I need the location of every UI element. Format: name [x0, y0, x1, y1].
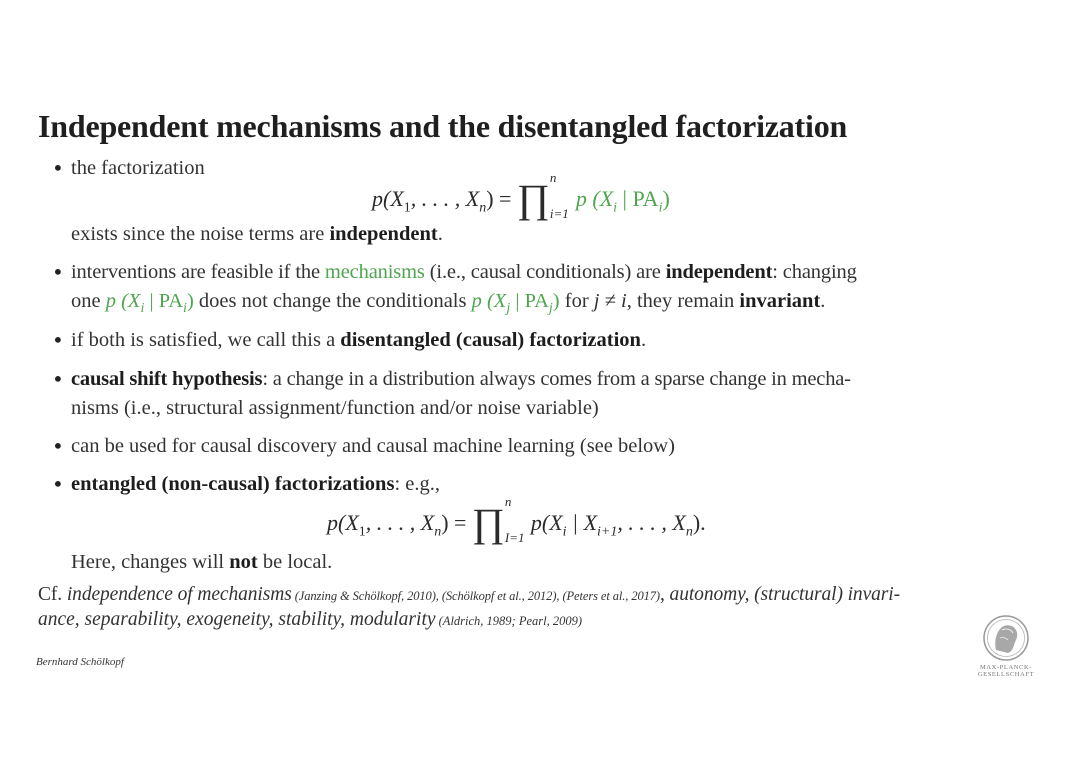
bullet-6-text: entangled (non-causal) factorizations: e.g.,: [71, 473, 440, 495]
factorization-equation: $p(X_1$, . . . , $X_n$) = ∏ n i=1 p ($X_i$ | $PA_i$): [372, 170, 670, 221]
references-line-2: ance, separability, exogeneity, stability, modularity (Aldrich, 1989; Pearl, 2009): [38, 609, 583, 630]
entangled-equation: $p(X_1$, . . . , $X_n$) = ∏ n I=1 $p(X_i$ | $X_{i+1}$, . . . , $X_n$).: [327, 494, 706, 545]
product-symbol: ∏: [516, 176, 550, 221]
bullet-dot: •: [52, 156, 64, 180]
slide-title: Independent mechanisms and the disentangled factorization: [38, 108, 848, 144]
product-symbol: ∏: [471, 500, 505, 545]
bullet-dot: •: [52, 328, 64, 352]
references-line-1: Cf. independence of mechanisms (Janzing & Schölkopf, 2010), (Schölkopf et al., 2012), (Peters et al., 2017), autonomy, (structural) invari-: [38, 584, 900, 605]
bullet-1-continuation: exists since the noise terms are independent.: [71, 223, 443, 245]
author-name: Bernhard Schölkopf: [36, 656, 124, 668]
bullet-4-line-2: nisms (i.e., structural assignment/function and/or noise variable): [71, 397, 599, 419]
bullet-dot: •: [52, 434, 64, 458]
bullet-5-text: can be used for causal discovery and causal machine learning (see below): [71, 435, 675, 457]
bullet-2-line-2: one p ($X_i$ | $PA_i$) does not change the conditionals p ($X_j$ | $PA_j$) for j ≠ i, they remain invariant.: [71, 290, 826, 317]
bullet-dot: •: [52, 472, 64, 496]
bullet-dot: •: [52, 367, 64, 391]
bullet-4-line-1: causal shift hypothesis: a change in a distribution always comes from a sparse change in mecha-: [71, 368, 851, 390]
bullet-1-text: the factorization: [71, 157, 205, 179]
mechanisms-term: mechanisms: [324, 261, 425, 283]
logo-caption: MAX-PLANCK-GESELLSCHAFT: [977, 664, 1035, 678]
bullet-6-continuation: Here, changes will not be local.: [71, 551, 333, 573]
bullet-3-text: if both is satisfied, we call this a disentangled (causal) factorization.: [71, 329, 647, 351]
bullet-2-line-1: interventions are feasible if the mechanisms (i.e., causal conditionals) are independent: changing: [71, 261, 857, 283]
bullet-dot: •: [52, 260, 64, 284]
